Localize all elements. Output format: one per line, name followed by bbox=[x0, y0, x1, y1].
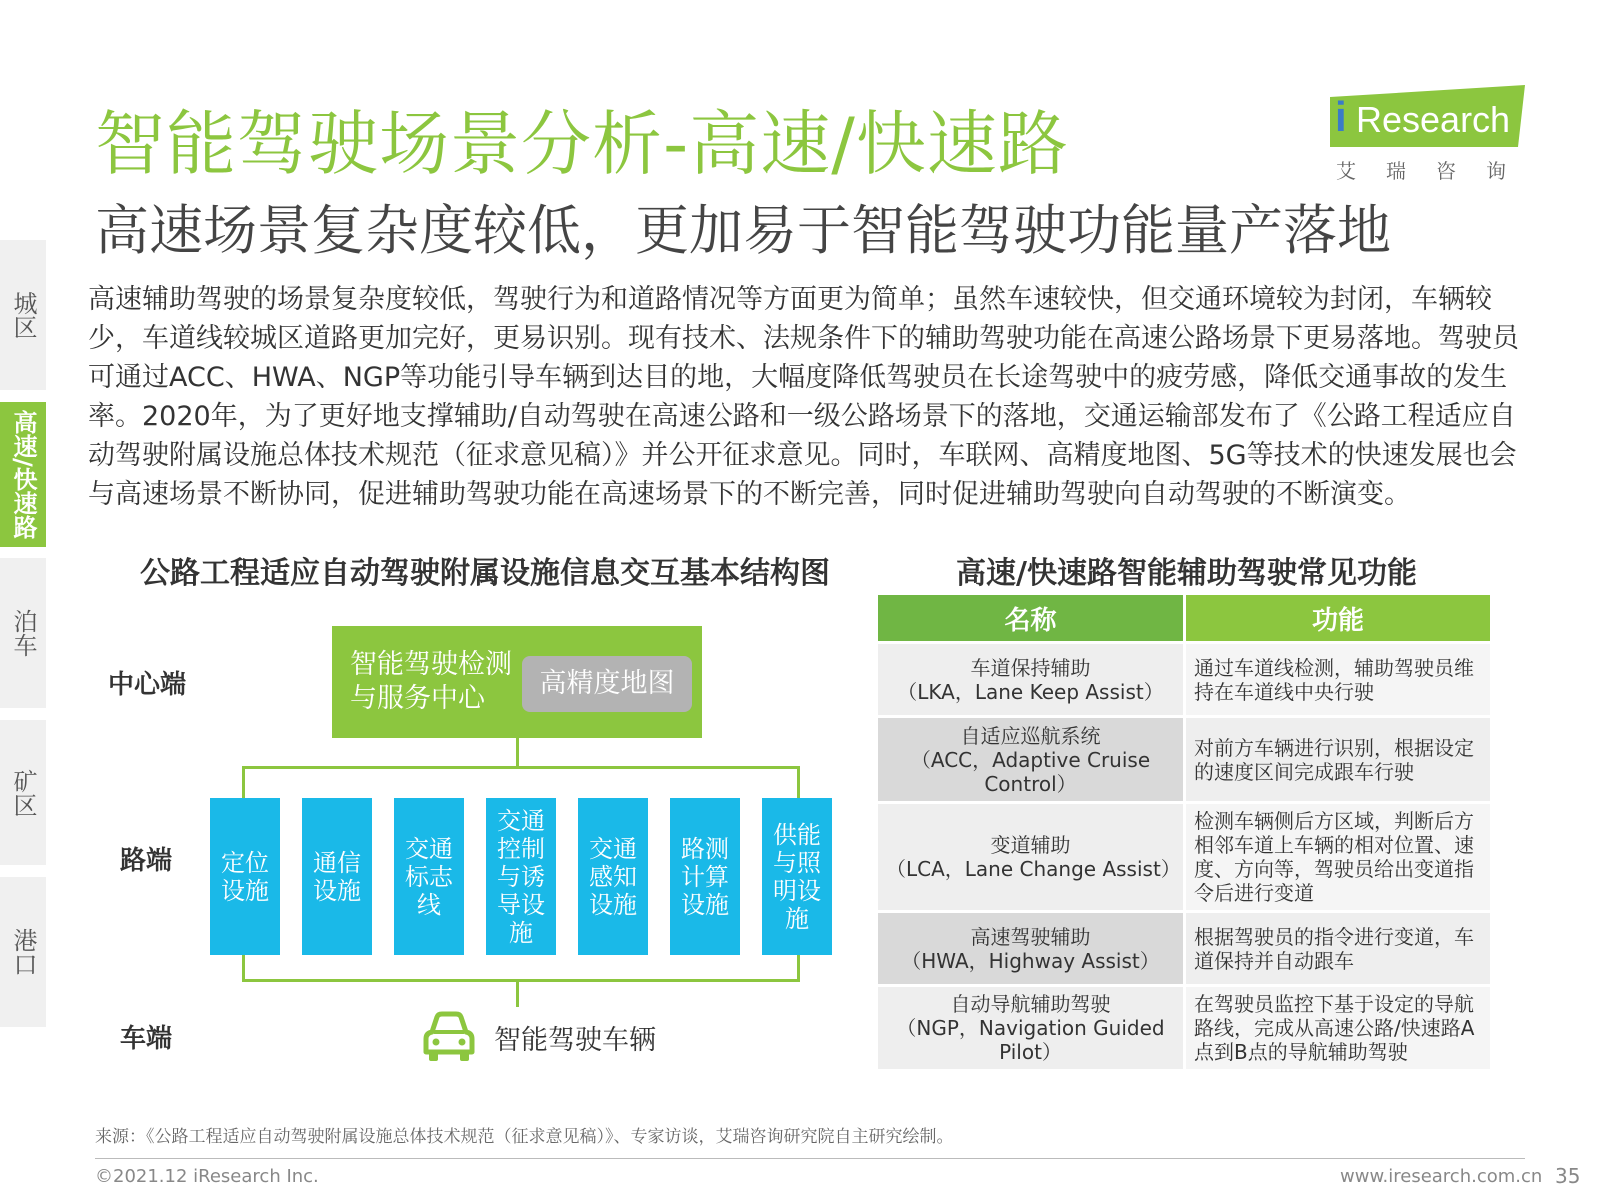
function-abbr: （ACC，Adaptive Cruise Control） bbox=[910, 747, 1151, 796]
page-number: 35 bbox=[1555, 1164, 1581, 1188]
sidebar-item-port[interactable] bbox=[0, 877, 46, 1027]
function-name: 自适应巡航系统 bbox=[960, 723, 1101, 748]
table-cell-function: 通过车道线检测，辅助驾驶员维持在车道线中央行驶 bbox=[1186, 644, 1490, 715]
diagram-title: 公路工程适应自动驾驶附属设施信息交互基本结构图 bbox=[140, 556, 830, 591]
table-cell-function: 根据驾驶员的指令进行变道，车道保持并自动跟车 bbox=[1186, 913, 1490, 984]
road-facility-traffic-control: 交通控制与诱导设施 bbox=[486, 798, 556, 955]
table-cell-function: 在驾驶员监控下基于设定的导航路线，完成从高速公路/快速路A点到B点的导航辅助驾驶 bbox=[1186, 987, 1490, 1069]
road-facility-sensing: 交通感知设施 bbox=[578, 798, 648, 955]
row-label-center: 中心端 bbox=[108, 670, 187, 700]
function-abbr: （HWA，Highway Assist） bbox=[901, 948, 1160, 973]
table-row bbox=[878, 987, 1490, 1069]
function-name: 自动导航辅助驾驶 bbox=[950, 992, 1111, 1016]
logo-brand-text: Research bbox=[1356, 99, 1511, 140]
body-paragraph: 高速辅助驾驶的场景复杂度较低，驾驶行为和道路情况等方面更为简单；虽然车速较快，但交通环境较为封闭，车辆较少，车道线较城区道路更加完好，更易识别。现有技术、法规条件下的辅助驾驶功能在高速公路场景下更易落地。驾驶员可通过ACC、HWA、NGP等功能引导车辆到达目的地，大幅度降低驾驶员在长途驾驶中的疲劳感，降低交通事故的发生率。2020年，为了更好地支撑辅助/自动驾驶在高速公路和一级公路场景下的落地，交通运输部发布了《公路工程适应自动驾驶附属设施总体技术规范（征求意见稿）》并公开征求意见。同时，车联网、高精度地图、5G等技术的快速发展也会与高速场景不断协同，促进辅助驾驶功能在高速场景下的不断完善，同时促进辅助驾驶向自动驾驶的不断演变。 bbox=[88, 284, 1519, 510]
service-center-label: 智能驾驶检测与服务中心 bbox=[350, 649, 512, 714]
road-facility-computing: 路测计算设施 bbox=[670, 798, 740, 955]
connector-line bbox=[242, 766, 800, 769]
connector-line bbox=[516, 979, 519, 1007]
sidebar-item-urban[interactable] bbox=[0, 240, 46, 390]
row-label-road: 路端 bbox=[120, 846, 173, 876]
sidebar-item-parking[interactable] bbox=[0, 558, 46, 708]
table-cell-name bbox=[878, 987, 1183, 1069]
iresearch-logo bbox=[1330, 85, 1536, 185]
function-abbr: （NGP，Navigation Guided Pilot） bbox=[896, 1016, 1165, 1064]
sidebar-item-label: 港口 bbox=[9, 928, 37, 976]
sidebar-item-label: 泊车 bbox=[9, 609, 37, 657]
table-header-row bbox=[878, 595, 1490, 641]
connector-line bbox=[797, 766, 800, 798]
connector-line bbox=[242, 766, 245, 798]
table-header-function: 功能 bbox=[1186, 595, 1490, 641]
connector-line bbox=[242, 979, 800, 982]
table-row bbox=[878, 718, 1490, 801]
table-row bbox=[878, 804, 1490, 910]
service-center-box bbox=[332, 626, 702, 738]
copyright-text: ©2021.12 iResearch Inc. bbox=[95, 1166, 319, 1187]
road-facility-power-lighting: 供能与照明设施 bbox=[762, 798, 832, 955]
table-cell-name bbox=[878, 644, 1183, 715]
road-facility-signs: 交通标志线 bbox=[394, 798, 464, 955]
connector-line bbox=[797, 955, 800, 981]
sidebar-item-label: 矿区 bbox=[9, 768, 37, 817]
website-link[interactable]: www.iresearch.com.cn bbox=[1340, 1166, 1543, 1187]
source-note: 来源：《公路工程适应自动驾驶附属设施总体技术规范（征求意见稿）》、专家访谈，艾瑞咨询研究院自主研究绘制。 bbox=[95, 1127, 954, 1147]
table-row bbox=[878, 644, 1490, 715]
function-name: 变道辅助 bbox=[990, 833, 1071, 857]
sidebar-item-highway[interactable] bbox=[0, 402, 46, 547]
function-abbr: （LCA，Lane Change Assist） bbox=[886, 857, 1181, 881]
sidebar-item-label: 城区 bbox=[9, 291, 37, 339]
table-title: 高速/快速路智能辅助驾驶常见功能 bbox=[956, 556, 1417, 591]
car-icon bbox=[420, 1008, 478, 1066]
row-label-vehicle: 车端 bbox=[120, 1024, 173, 1054]
function-name: 高速驾驶辅助 bbox=[970, 924, 1091, 949]
table-cell-name bbox=[878, 718, 1183, 801]
table-cell-name bbox=[878, 913, 1183, 984]
table-row bbox=[878, 913, 1490, 984]
function-abbr: （LKA，Lane Keep Assist） bbox=[897, 679, 1164, 704]
hd-map-box: 高精度地图 bbox=[522, 656, 692, 712]
road-facility-positioning: 定位设施 bbox=[210, 798, 280, 955]
table-cell-name bbox=[878, 804, 1183, 910]
sidebar-item-mining[interactable] bbox=[0, 720, 46, 865]
page-subtitle: 高速场景复杂度较低，更加易于智能驾驶功能量产落地 bbox=[95, 199, 1391, 262]
vehicle-label: 智能驾驶车辆 bbox=[494, 1025, 656, 1056]
table-cell-function: 对前方车辆进行识别，根据设定的速度区间完成跟车行驶 bbox=[1186, 718, 1490, 801]
logo-i-mark: i bbox=[1335, 93, 1347, 140]
road-facility-communication: 通信设施 bbox=[302, 798, 372, 955]
function-name: 车道保持辅助 bbox=[970, 655, 1091, 680]
footer-divider bbox=[95, 1158, 1525, 1159]
connector-line bbox=[242, 955, 245, 981]
function-table bbox=[878, 595, 1490, 1069]
connector-line bbox=[516, 738, 519, 768]
sidebar-item-label: 高速/快速路 bbox=[9, 410, 37, 539]
table-header-name: 名称 bbox=[878, 595, 1183, 641]
page-title: 智能驾驶场景分析-高速/快速路 bbox=[95, 103, 1069, 185]
logo-chinese-name: 艾瑞咨询 bbox=[1336, 159, 1536, 183]
table-cell-function: 检测车辆侧后方区域，判断后方相邻车道上车辆的相对位置、速度、方向等，驾驶员给出变道指令后进行变道 bbox=[1186, 804, 1490, 910]
